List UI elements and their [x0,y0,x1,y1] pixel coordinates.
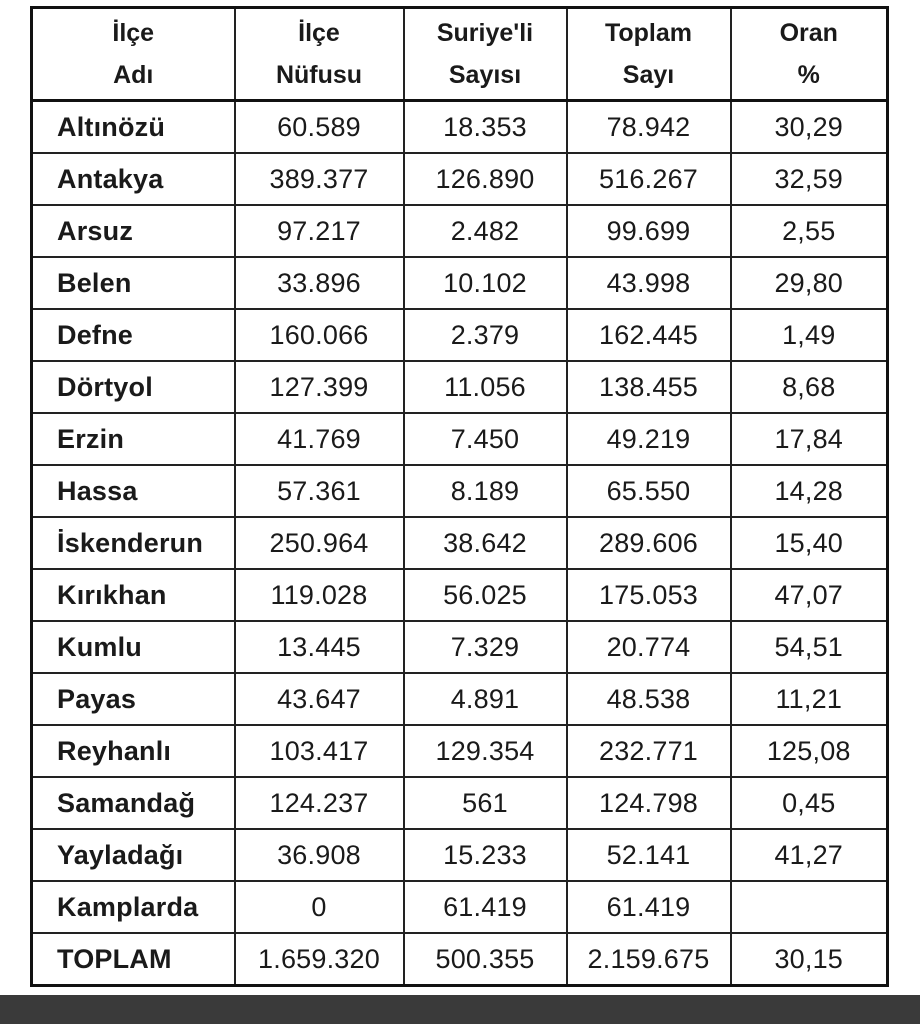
district-name-cell: TOPLAM [32,933,235,986]
table-header [32,8,888,101]
population-cell: 160.066 [235,309,404,361]
district-name-cell: Kamplarda [32,881,235,933]
ratio-cell: 29,80 [731,257,888,309]
population-cell: 57.361 [235,465,404,517]
syrian-count-cell: 7.450 [404,413,567,465]
district-name-cell: Erzin [32,413,235,465]
total-count-cell: 516.267 [567,153,731,205]
header-line: Toplam [604,19,693,47]
ratio-cell: 2,55 [731,205,888,257]
ratio-cell: 54,51 [731,621,888,673]
table-row [32,153,888,205]
total-count-cell: 20.774 [567,621,731,673]
population-table [30,6,889,987]
district-name-cell: Antakya [32,153,235,205]
ratio-cell [731,881,888,933]
bottom-bar [0,995,920,1024]
total-count-cell: 99.699 [567,205,731,257]
table-row [32,881,888,933]
total-count-cell: 289.606 [567,517,731,569]
table-row [32,725,888,777]
table-row [32,829,888,881]
syrian-count-cell: 18.353 [404,101,567,154]
total-count-cell: 124.798 [567,777,731,829]
header-line: Suriye'li [436,19,534,47]
syrian-count-cell: 500.355 [404,933,567,986]
syrian-count-cell: 61.419 [404,881,567,933]
total-count-cell: 61.419 [567,881,731,933]
syrian-count-cell: 2.379 [404,309,567,361]
table-row [32,673,888,725]
ratio-cell: 14,28 [731,465,888,517]
syrian-count-cell: 8.189 [404,465,567,517]
header-line: İlçe [298,19,340,47]
header-syrian-count [404,8,567,101]
population-cell: 33.896 [235,257,404,309]
header-line: Oran [779,19,838,47]
total-count-cell: 2.159.675 [567,933,731,986]
table-row [32,569,888,621]
population-cell: 97.217 [235,205,404,257]
table-row [32,361,888,413]
ratio-cell: 30,15 [731,933,888,986]
population-cell: 36.908 [235,829,404,881]
total-count-cell: 78.942 [567,101,731,154]
header-line: Sayı [622,61,675,89]
district-name-cell: Samandağ [32,777,235,829]
district-name-cell: Belen [32,257,235,309]
header-line: İlçe [112,19,155,47]
ratio-cell: 30,29 [731,101,888,154]
population-cell: 0 [235,881,404,933]
header-row [32,8,888,101]
header-line: % [797,61,820,89]
district-name-cell: Payas [32,673,235,725]
table-row [32,205,888,257]
district-name-cell: Hassa [32,465,235,517]
ratio-cell: 8,68 [731,361,888,413]
ratio-cell: 0,45 [731,777,888,829]
table-row [32,101,888,154]
population-cell: 13.445 [235,621,404,673]
syrian-count-cell: 129.354 [404,725,567,777]
population-cell: 41.769 [235,413,404,465]
syrian-count-cell: 7.329 [404,621,567,673]
total-count-cell: 52.141 [567,829,731,881]
total-count-cell: 175.053 [567,569,731,621]
syrian-count-cell: 11.056 [404,361,567,413]
header-line: Nüfusu [275,61,363,89]
population-cell: 250.964 [235,517,404,569]
district-name-cell: Kumlu [32,621,235,673]
total-count-cell: 65.550 [567,465,731,517]
table-row [32,465,888,517]
population-cell: 103.417 [235,725,404,777]
table-row [32,309,888,361]
table-body [32,101,888,986]
header-ratio [731,8,888,101]
district-name-cell: Arsuz [32,205,235,257]
syrian-count-cell: 561 [404,777,567,829]
total-count-cell: 232.771 [567,725,731,777]
syrian-count-cell: 10.102 [404,257,567,309]
table-row [32,257,888,309]
district-name-cell: Yayladağı [32,829,235,881]
syrian-count-cell: 2.482 [404,205,567,257]
syrian-count-cell: 126.890 [404,153,567,205]
total-count-cell: 49.219 [567,413,731,465]
district-name-cell: İskenderun [32,517,235,569]
population-cell: 43.647 [235,673,404,725]
district-name-cell: Defne [32,309,235,361]
district-name-cell: Altınözü [32,101,235,154]
ratio-cell: 15,40 [731,517,888,569]
district-name-cell: Kırıkhan [32,569,235,621]
population-cell: 119.028 [235,569,404,621]
total-row [32,933,888,986]
ratio-cell: 47,07 [731,569,888,621]
ratio-cell: 11,21 [731,673,888,725]
header-district-name [32,8,235,101]
total-count-cell: 162.445 [567,309,731,361]
district-name-cell: Dörtyol [32,361,235,413]
syrian-count-cell: 15.233 [404,829,567,881]
ratio-cell: 17,84 [731,413,888,465]
header-district-population [235,8,404,101]
ratio-cell: 32,59 [731,153,888,205]
total-count-cell: 43.998 [567,257,731,309]
table-row [32,777,888,829]
table-row [32,621,888,673]
population-cell: 124.237 [235,777,404,829]
total-count-cell: 138.455 [567,361,731,413]
table-row [32,517,888,569]
header-line: Sayısı [448,61,522,89]
header-total-count [567,8,731,101]
syrian-count-cell: 56.025 [404,569,567,621]
syrian-count-cell: 38.642 [404,517,567,569]
population-cell: 60.589 [235,101,404,154]
district-name-cell: Reyhanlı [32,725,235,777]
ratio-cell: 1,49 [731,309,888,361]
syrian-count-cell: 4.891 [404,673,567,725]
population-cell: 127.399 [235,361,404,413]
header-line: Adı [113,61,154,89]
ratio-cell: 125,08 [731,725,888,777]
population-cell: 389.377 [235,153,404,205]
ratio-cell: 41,27 [731,829,888,881]
total-count-cell: 48.538 [567,673,731,725]
population-cell: 1.659.320 [235,933,404,986]
table-row [32,413,888,465]
